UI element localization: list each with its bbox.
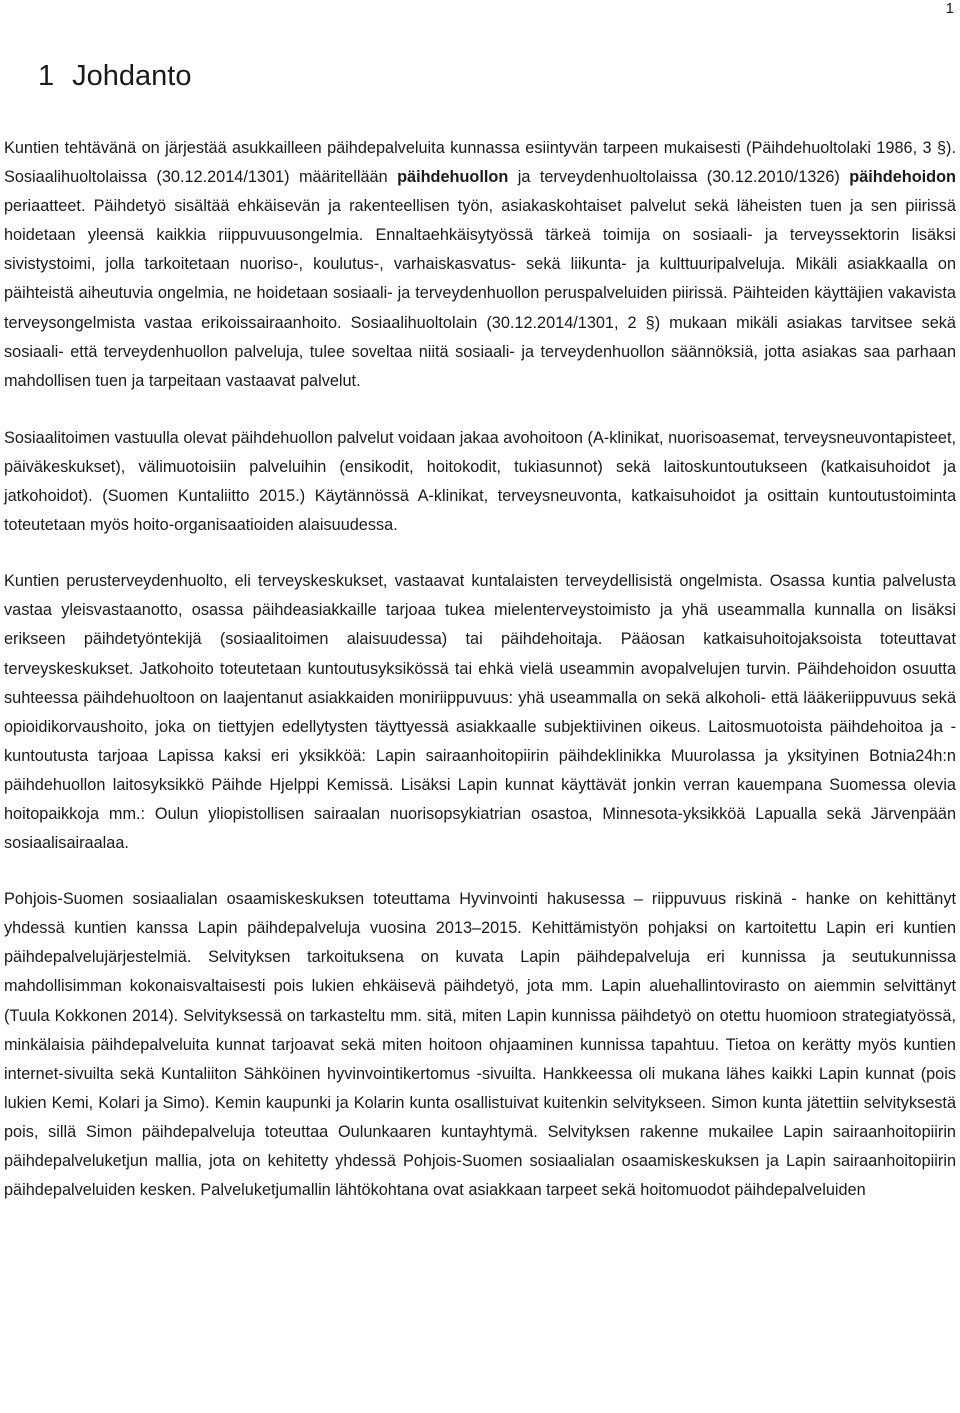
text-segment: Sosiaalitoimen vastuulla olevat päihdehuollon palvelut voidaan jakaa avohoitoon (A-klinikat, nuorisoasemat, terveysneuvontapisteet, päiväkeskukset), välimuotoisiin palveluihin (ensikodit, hoitokodit, tukiasunnot) sekä laitoskuntoutukseen (katkaisuhoidot ja jatkohoidot). (Suomen Kuntaliitto 2015.) Käytännössä A-klinikat, terveysneuvonta, katkaisuhoidot ja osittain kuntoutustoiminta toteutetaan myös hoito-organisaatioiden alaisuudessa. bbox=[4, 428, 956, 535]
chapter-number: 1 bbox=[38, 60, 55, 92]
text-segment: periaatteet. Päihdetyö sisältää ehkäisevän ja rakenteellisen työn, asiakaskohtaiset palvelut sekä läheisten tuen ja sen piirissä hoidetaan yleensä kaikkia riippuvuusongelmia. Ennaltaehkäisytyössä tärkeä toimija on sosiaali- ja terveyssektorin lisäksi sivistystoimi, jolla tarkoitetaan nuoriso-, koulutus-, varhaiskasvatus- sekä liikunta- ja kulttuuripalveluja. Mikäli asiakkaalla on päihteistä aiheutuvia ongelmia, ne hoidetaan sosiaali- ja terveydenhuollon peruspalveluiden piirissä. Päihteiden käyttäjien vakavista terveysongelmista vastaa erikoissairaanhoito. Sosiaalihuoltolain (30.12.2014/1301, 2 §) mukaan mikäli asiakas tarvitsee sekä sosiaali- että terveydenhuollon palveluja, tulee soveltaa niitä sosiaali- ja terveydenhuollon säännöksiä, jotta asiakas saa parhaan mahdollisen tuen ja tarpeitaan vastaavat palvelut. bbox=[4, 197, 956, 390]
document-body bbox=[4, 134, 956, 1233]
text-segment: Pohjois-Suomen sosiaalialan osaamiskeskuksen toteuttama Hyvinvointi hakusessa – riippuvuus riskinä - hanke on kehittänyt yhdessä kuntien kanssa Lapin päihdepalveluja vuosina 2013–2015. Kehittämistyön pohjaksi on kartoitettu Lapin eri kuntien päihdepalvelujärjestelmiä. Selvityksen tarkoituksena on kuvata Lapin päihdepalveluja eri kunnissa ja seutukunnissa mahdollisimman kokonaisvaltaisesti pois lukien ehkäisevä päihdetyö, jota mm. Lapin aluehallintovirasto on aiemmin selvittänyt (Tuula Kokkonen 2014). Selvityksessä on tarkasteltu mm. sitä, miten Lapin kunnissa päihdetyö on otettu huomioon strategiatyössä, minkälaisia päihdepalveluita kunnat tarjoavat sekä miten hoitoon ohjaaminen kunnissa tapahtuu. Tietoa on kerätty myös kuntien internet-sivuilta sekä Kuntaliiton Sähköinen hyvinvointikertomus -sivuilta. Hankkeessa oli mukana lähes kaikki Lapin kunnat (pois lukien Kemi, Kolari ja Simo). Kemin kaupunki ja Kolarin kunta osallistuivat kuitenkin selvitykseen. Simon kunta jätettiin selvityksestä pois, sillä Simon päihdepalveluja toteuttaa Oulunkaaren kuntayhtymä. Selvityksen rakenne mukailee Lapin sairaanhoitopiirin päihdepalveluketjun mallia, jota on kehitetty yhdessä Pohjois-Suomen sosiaalialan osaamiskeskuksen ja Lapin sairaanhoitopiirin päihdepalveluiden kesken. Palveluketjumallin lähtökohtana ovat asiakkaan tarpeet sekä hoitomuodot päihdepalveluiden bbox=[4, 890, 956, 1200]
text-segment: Kuntien tehtävänä on järjestää asukkailleen päihdepalveluita kunnassa esiintyvän tarpeen mukaisesti (Päihdehuoltolaki 1986, 3 §). Sosiaalihuoltolaissa (30.12.2014/1301) määritellään bbox=[4, 139, 956, 187]
page-number: 1 bbox=[945, 0, 954, 17]
chapter-heading bbox=[38, 58, 191, 94]
text-segment: ja terveydenhuoltolaissa (30.12.2010/1326) bbox=[508, 168, 850, 187]
bold-term: päihdehoidon bbox=[849, 168, 956, 187]
paragraph bbox=[4, 885, 956, 1205]
bold-term: päihdehuollon bbox=[397, 168, 509, 187]
paragraph bbox=[4, 134, 956, 396]
chapter-title: Johdanto bbox=[72, 60, 192, 92]
paragraph bbox=[4, 567, 956, 858]
text-segment: Kuntien perusterveydenhuolto, eli terveyskeskukset, vastaavat kuntalaisten terveydellisistä ongelmista. Osassa kuntia palvelusta vastaa yleisvastaanotto, osassa päihdeasiakkaille tarjoaa tukea mielenterveystoimisto ja yhä useammalla kunnalla on lisäksi erikseen päihdetyöntekijä (sosiaalitoimen alaisuudessa) tai päihdehoitaja. Pääosan katkaisuhoitojaksoista toteuttavat terveyskeskukset. Jatkohoito toteutetaan kuntoutusyksikössä tai ehkä vielä useammin avopalvelujen turvin. Päihdehoidon osuutta suhteessa päihdehuoltoon on laajentanut asiakkaiden moniriippuvuus: yhä useammalla on sekä alkoholi- että lääkeriippuvuus sekä opioidikorvaushoito, joka on tiettyjen edellytysten täyttyessä asiakkaalle subjektiivinen oikeus. Laitosmuotoista päihdehoitoa ja -kuntoutusta tarjoaa Lapissa kaksi eri yksikköä: Lapin sairaanhoitopiirin päihdeklinikka Muurolassa ja yksityinen Botnia24h:n päihdehuollon laitosyksikkö Päihde Hjelppi Kemissä. Lisäksi Lapin kunnat käyttävät jonkin verran kauempana Suomessa olevia hoitopaikkoja mm.: Oulun yliopistollisen sairaalan nuorisopsykiatrian osastoa, Minnesota-yksikköä Lapualla sekä Järvenpään sosiaalisairaalaa. bbox=[4, 572, 956, 853]
paragraph bbox=[4, 424, 956, 540]
